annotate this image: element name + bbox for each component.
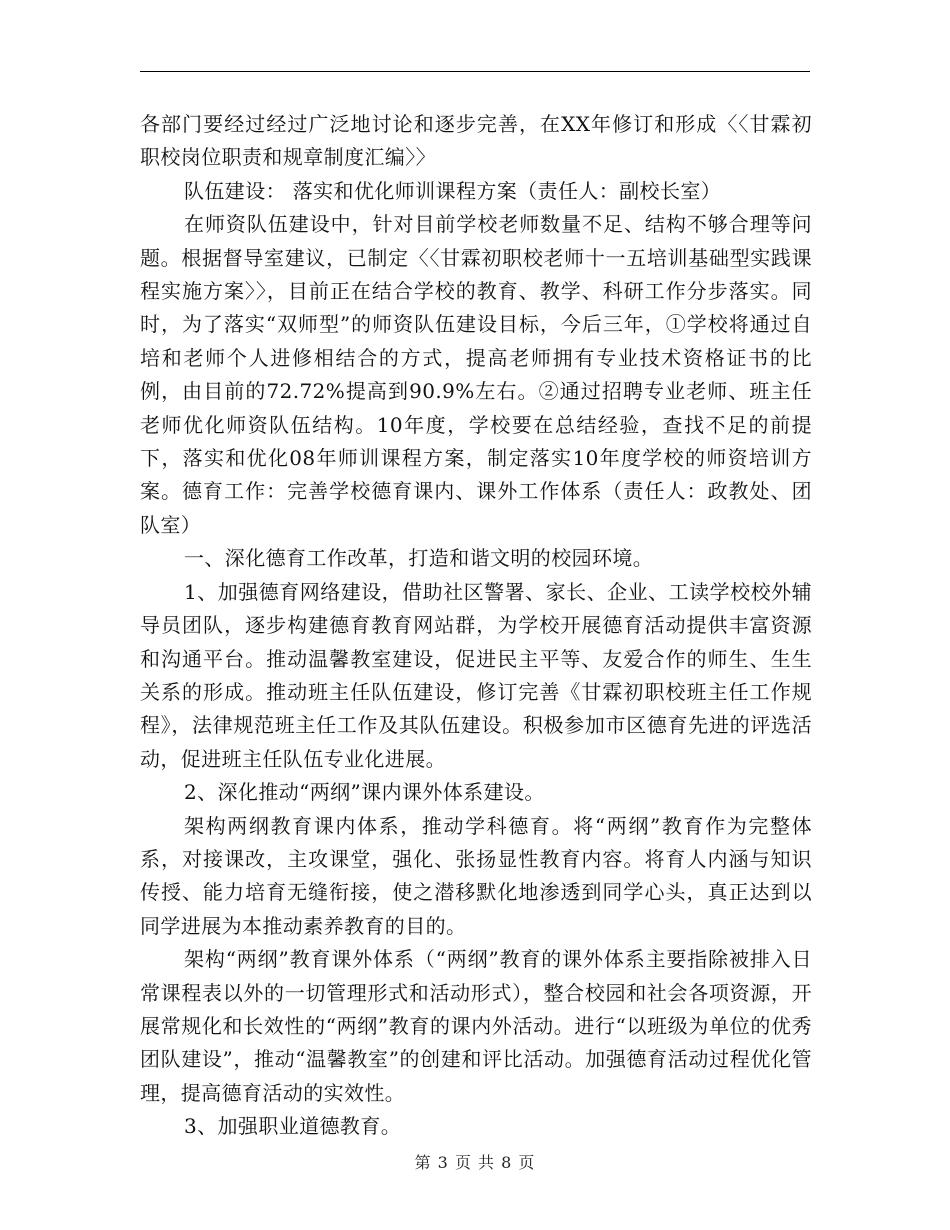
paragraph: 3、加强职业道德教育。 xyxy=(184,1114,402,1139)
page-footer: 第 3 页 共 8 页 xyxy=(414,1153,536,1172)
paragraph: 架构“两纲”教育课外体系（“两纲”教育的课外体系主要指除被排入日常课程表以外的一切管理形式和活动形式），整合校园和社会各项资源，开展常规化和长效性的“两纲”教育的课内外活动。进行“以班级为单位的优秀团队建设”，推动“温馨教室”的创建和评比活动。加强德育活动过程优化管理，提高德育活动的实效性。 xyxy=(140,947,812,1105)
paragraph: 1、加强德育网络建设，借助社区警署、家长、企业、工读学校校外辅导员团队，逐步构建德育教育网站群，为学校开展德育活动提供丰富资源和沟通平台。推动温馨教室建设，促进民主平等、友爱合作的师生、生生关系的形成。推动班主任队伍建设，修订完善《甘霖初职校班主任工作规程》，法律规范班主任工作及其队伍建设。积极参加市区德育先进的评选活动，促进班主任队伍专业化进展。 xyxy=(140,579,812,771)
header-rule xyxy=(140,71,810,72)
paragraph: 在师资队伍建设中，针对目前学校老师数量不足、结构不够合理等问题。根据督导室建议，已制定〈〈甘霖初职校老师十一五培训基础型实践课程实施方案〉〉，目前正在结合学校的教育、教学、科研工作分步落实。同时，为了落实“双师型”的师资队伍建设目标，今后三年，①学校将通过自培和老师个人进修相结合的方式，提高老师拥有专业技术资格证书的比例，由目前的72.72%提高到90.9%左右。②通过招聘专业老师、班主任老师优化师资队伍结构。10年度，学校要在总结经验，查找不足的前提下，落实和优化08年师训课程方案，制定落实10年度学校的师资培训方案。德育工作：完善学校德育课内、课外工作体系（责任人：政教处、团队室） xyxy=(140,212,812,537)
paragraph: 一、深化德育工作改革，打造和谐文明的校园环境。 xyxy=(184,546,654,571)
paragraph: 架构两纲教育课内体系，推动学科德育。将“两纲”教育作为完整体系，对接课改，主攻课堂，强化、张扬显性教育内容。将育人内涵与知识传授、能力培育无缝衔接，使之潜移默化地渗透到同学心头，真正达到以同学进展为本推动素养教育的目的。 xyxy=(140,813,812,938)
paragraph: 队伍建设： 落实和优化师训课程方案（责任人：副校长室） xyxy=(184,178,722,203)
paragraph: 2、深化推动“两纲”课内课外体系建设。 xyxy=(184,780,545,805)
document-body xyxy=(140,108,812,1144)
paragraph: 各部门要经过经过广泛地讨论和逐步完善，在XX年修订和形成〈〈甘霖初职校岗位职责和规章制度汇编〉〉 xyxy=(140,112,812,170)
